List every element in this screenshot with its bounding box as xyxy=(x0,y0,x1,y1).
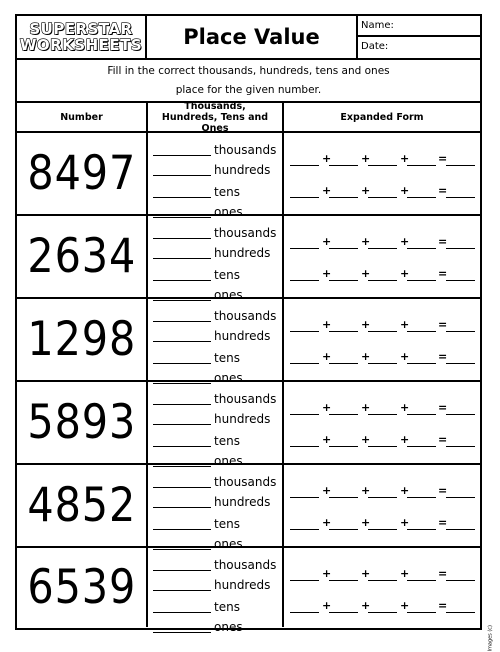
expanded-form-cell xyxy=(284,216,480,297)
answer-blank[interactable] xyxy=(153,631,211,633)
equals-sign: = xyxy=(438,184,448,197)
plus-sign: + xyxy=(361,350,371,363)
answer-blank[interactable] xyxy=(407,331,436,332)
place-value-line xyxy=(153,393,276,405)
problem-row xyxy=(17,465,480,551)
instructions xyxy=(17,60,480,103)
place-value-line xyxy=(153,435,240,447)
plus-sign: + xyxy=(361,152,371,165)
answer-blank[interactable] xyxy=(407,612,436,613)
answer-blank[interactable] xyxy=(446,363,475,364)
place-label: thousands xyxy=(214,392,277,406)
place-label: hundreds xyxy=(214,412,271,426)
answer-blank[interactable] xyxy=(153,611,211,613)
answer-blank[interactable] xyxy=(368,363,397,364)
expanded-form-cell xyxy=(284,382,480,463)
answer-blank[interactable] xyxy=(153,279,211,281)
answer-blank[interactable] xyxy=(329,414,358,415)
place-label: tens xyxy=(214,517,240,531)
place-value-line xyxy=(153,496,270,508)
plus-sign: + xyxy=(361,484,371,497)
problem-row xyxy=(17,548,480,634)
plus-sign: + xyxy=(400,599,410,612)
place-value-line xyxy=(153,247,270,259)
superstar-logo xyxy=(17,16,147,58)
answer-blank[interactable] xyxy=(153,237,211,239)
answer-blank[interactable] xyxy=(153,528,211,530)
place-value-cell xyxy=(148,548,284,634)
date-label: Date: xyxy=(361,41,389,52)
problem-row xyxy=(17,133,480,219)
place-label: ones xyxy=(214,620,243,634)
place-label: ones xyxy=(214,288,243,302)
column-header-expanded-label: Expanded Form xyxy=(340,111,424,123)
plus-sign: + xyxy=(400,516,410,529)
place-value-line xyxy=(153,186,240,198)
plus-sign: + xyxy=(361,567,371,580)
answer-blank[interactable] xyxy=(153,174,211,176)
answer-blank[interactable] xyxy=(329,248,358,249)
plus-sign: + xyxy=(400,235,410,248)
place-value-cell xyxy=(148,216,284,302)
answer-blank[interactable] xyxy=(153,257,211,259)
problem-row xyxy=(17,382,480,468)
place-value-line xyxy=(153,330,270,342)
plus-sign: + xyxy=(400,152,410,165)
place-label: ones xyxy=(214,205,243,219)
answer-blank[interactable] xyxy=(153,154,211,156)
place-label: hundreds xyxy=(214,495,271,509)
expanded-form-cell xyxy=(284,133,480,214)
place-value-line xyxy=(153,601,240,613)
plus-sign: + xyxy=(400,350,410,363)
plus-sign: + xyxy=(322,567,332,580)
place-label: tens xyxy=(214,434,240,448)
expanded-form-line xyxy=(290,597,478,613)
page-title: Place Value xyxy=(147,16,358,58)
answer-blank[interactable] xyxy=(329,446,358,447)
answer-blank[interactable] xyxy=(290,331,319,332)
given-number: 5893 xyxy=(27,395,136,450)
column-header-number xyxy=(17,103,148,133)
number-cell xyxy=(17,465,148,546)
place-label: thousands xyxy=(214,143,277,157)
logo-line-2: WORKSHEETS xyxy=(19,36,143,54)
answer-blank[interactable] xyxy=(446,197,475,198)
answer-blank[interactable] xyxy=(446,529,475,530)
problem-row xyxy=(17,299,480,385)
answer-blank[interactable] xyxy=(446,280,475,281)
answer-blank[interactable] xyxy=(290,197,319,198)
column-header-place-line-1: Thousands, xyxy=(184,100,246,112)
answer-blank[interactable] xyxy=(153,486,211,488)
place-label: tens xyxy=(214,268,240,282)
plus-sign: + xyxy=(322,152,332,165)
place-value-line xyxy=(153,579,270,591)
plus-sign: + xyxy=(400,318,410,331)
place-value-line xyxy=(153,144,276,156)
expanded-form-cell xyxy=(284,299,480,380)
answer-blank[interactable] xyxy=(446,580,475,581)
answer-blank[interactable] xyxy=(368,414,397,415)
answer-blank[interactable] xyxy=(290,414,319,415)
answer-blank[interactable] xyxy=(446,497,475,498)
answer-blank[interactable] xyxy=(368,580,397,581)
equals-sign: = xyxy=(438,235,448,248)
answer-blank[interactable] xyxy=(329,363,358,364)
expanded-form-line xyxy=(290,565,478,581)
logo-line-1: SUPERSTAR xyxy=(29,20,133,38)
answer-blank[interactable] xyxy=(368,165,397,166)
place-value-line xyxy=(153,476,276,488)
expanded-form-cell xyxy=(284,548,480,627)
place-value-line xyxy=(153,164,270,176)
equals-sign: = xyxy=(438,401,448,414)
place-label: hundreds xyxy=(214,578,271,592)
answer-blank[interactable] xyxy=(407,280,436,281)
place-label: tens xyxy=(214,600,240,614)
answer-blank[interactable] xyxy=(368,497,397,498)
number-cell xyxy=(17,133,148,214)
equals-sign: = xyxy=(438,567,448,580)
answer-blank[interactable] xyxy=(446,165,475,166)
expanded-form-line xyxy=(290,265,478,281)
place-label: tens xyxy=(214,185,240,199)
equals-sign: = xyxy=(438,152,448,165)
plus-sign: + xyxy=(322,401,332,414)
answer-blank[interactable] xyxy=(407,414,436,415)
place-label: hundreds xyxy=(214,329,271,343)
plus-sign: + xyxy=(400,484,410,497)
expanded-form-cell xyxy=(284,465,480,546)
column-header-number-label: Number xyxy=(60,111,103,123)
column-header-place-line-2: Hundreds, Tens and Ones xyxy=(161,111,269,134)
name-label: Name: xyxy=(361,20,394,31)
answer-blank[interactable] xyxy=(290,580,319,581)
answer-blank[interactable] xyxy=(407,248,436,249)
answer-blank[interactable] xyxy=(446,612,475,613)
answer-blank[interactable] xyxy=(290,497,319,498)
problem-rows xyxy=(17,133,480,634)
plus-sign: + xyxy=(361,516,371,529)
answer-blank[interactable] xyxy=(329,497,358,498)
plus-sign: + xyxy=(400,401,410,414)
place-value-line xyxy=(153,227,276,239)
answer-blank[interactable] xyxy=(446,248,475,249)
plus-sign: + xyxy=(322,318,332,331)
number-cell xyxy=(17,382,148,463)
expanded-form-line xyxy=(290,348,478,364)
instructions-line-2: place for the given number. xyxy=(175,83,322,96)
place-value-cell xyxy=(148,465,284,551)
answer-blank[interactable] xyxy=(368,612,397,613)
place-value-cell xyxy=(148,382,284,468)
worksheet-frame xyxy=(15,14,482,634)
given-number: 1298 xyxy=(27,312,136,367)
equals-sign: = xyxy=(438,599,448,612)
expanded-form-line xyxy=(290,399,478,415)
plus-sign: + xyxy=(400,184,410,197)
answer-blank[interactable] xyxy=(153,589,211,591)
plus-sign: + xyxy=(322,235,332,248)
column-header-expanded xyxy=(284,103,480,133)
answer-blank[interactable] xyxy=(329,197,358,198)
answer-blank[interactable] xyxy=(407,165,436,166)
answer-blank[interactable] xyxy=(153,423,211,425)
answer-blank[interactable] xyxy=(290,165,319,166)
answer-blank[interactable] xyxy=(153,569,211,571)
plus-sign: + xyxy=(322,350,332,363)
plus-sign: + xyxy=(361,267,371,280)
number-cell xyxy=(17,548,148,627)
answer-blank[interactable] xyxy=(446,446,475,447)
plus-sign: + xyxy=(322,484,332,497)
plus-sign: + xyxy=(322,433,332,446)
place-value-line xyxy=(153,269,240,281)
given-number: 4852 xyxy=(27,478,136,533)
answer-blank[interactable] xyxy=(407,197,436,198)
equals-sign: = xyxy=(438,350,448,363)
answer-blank[interactable] xyxy=(368,331,397,332)
place-label: thousands xyxy=(214,309,277,323)
place-label: thousands xyxy=(214,558,277,572)
place-value-cell xyxy=(148,133,284,219)
answer-blank[interactable] xyxy=(290,612,319,613)
answer-blank[interactable] xyxy=(290,248,319,249)
place-label: ones xyxy=(214,454,243,468)
expanded-form-line xyxy=(290,316,478,332)
given-number: 6539 xyxy=(27,560,136,615)
plus-sign: + xyxy=(361,401,371,414)
place-label: thousands xyxy=(214,226,277,240)
answer-blank[interactable] xyxy=(329,165,358,166)
plus-sign: + xyxy=(400,567,410,580)
expanded-form-line xyxy=(290,514,478,530)
answer-blank[interactable] xyxy=(153,320,211,322)
plus-sign: + xyxy=(361,599,371,612)
answer-blank[interactable] xyxy=(446,331,475,332)
instructions-line-1: Fill in the correct thousands, hundreds, tens and ones xyxy=(107,64,390,77)
answer-blank[interactable] xyxy=(368,280,397,281)
problem-row xyxy=(17,216,480,302)
answer-blank[interactable] xyxy=(329,331,358,332)
place-label: hundreds xyxy=(214,246,271,260)
plus-sign: + xyxy=(322,184,332,197)
expanded-form-line xyxy=(290,150,478,166)
answer-blank[interactable] xyxy=(407,446,436,447)
place-label: tens xyxy=(214,351,240,365)
plus-sign: + xyxy=(322,267,332,280)
date-field[interactable] xyxy=(358,37,480,58)
place-value-line xyxy=(153,621,243,633)
place-label: thousands xyxy=(214,475,277,489)
answer-blank[interactable] xyxy=(290,280,319,281)
answer-blank[interactable] xyxy=(290,363,319,364)
plus-sign: + xyxy=(400,433,410,446)
expanded-form-line xyxy=(290,482,478,498)
equals-sign: = xyxy=(438,484,448,497)
answer-blank[interactable] xyxy=(153,340,211,342)
plus-sign: + xyxy=(361,235,371,248)
answer-blank[interactable] xyxy=(368,446,397,447)
place-value-line xyxy=(153,518,240,530)
plus-sign: + xyxy=(361,318,371,331)
place-value-line xyxy=(153,559,276,571)
given-number: 2634 xyxy=(27,229,136,284)
place-label: ones xyxy=(214,537,243,551)
answer-blank[interactable] xyxy=(153,403,211,405)
place-value-line xyxy=(153,352,240,364)
plus-sign: + xyxy=(322,599,332,612)
number-cell xyxy=(17,216,148,297)
answer-blank[interactable] xyxy=(407,580,436,581)
name-field[interactable] xyxy=(358,16,480,37)
answer-blank[interactable] xyxy=(368,197,397,198)
equals-sign: = xyxy=(438,267,448,280)
answer-blank[interactable] xyxy=(407,529,436,530)
expanded-form-line xyxy=(290,431,478,447)
credit-text: Images (c) xyxy=(488,625,494,652)
answer-blank[interactable] xyxy=(290,446,319,447)
plus-sign: + xyxy=(322,516,332,529)
answer-blank[interactable] xyxy=(329,280,358,281)
answer-blank[interactable] xyxy=(290,529,319,530)
place-label: hundreds xyxy=(214,163,271,177)
plus-sign: + xyxy=(361,184,371,197)
place-label: ones xyxy=(214,371,243,385)
column-header-place-value xyxy=(148,100,284,134)
answer-blank[interactable] xyxy=(407,497,436,498)
answer-blank[interactable] xyxy=(153,362,211,364)
answer-blank[interactable] xyxy=(446,414,475,415)
answer-blank[interactable] xyxy=(329,612,358,613)
answer-blank[interactable] xyxy=(153,196,211,198)
answer-blank[interactable] xyxy=(368,529,397,530)
plus-sign: + xyxy=(361,433,371,446)
answer-blank[interactable] xyxy=(368,248,397,249)
place-value-line xyxy=(153,413,270,425)
answer-blank[interactable] xyxy=(407,363,436,364)
number-cell xyxy=(17,299,148,380)
equals-sign: = xyxy=(438,318,448,331)
given-number: 8497 xyxy=(27,146,136,201)
expanded-form-line xyxy=(290,182,478,198)
equals-sign: = xyxy=(438,516,448,529)
answer-blank[interactable] xyxy=(153,445,211,447)
worksheet-header xyxy=(17,16,480,60)
answer-blank[interactable] xyxy=(153,506,211,508)
answer-blank[interactable] xyxy=(329,580,358,581)
place-value-line xyxy=(153,310,276,322)
answer-blank[interactable] xyxy=(329,529,358,530)
place-value-cell xyxy=(148,299,284,385)
plus-sign: + xyxy=(400,267,410,280)
equals-sign: = xyxy=(438,433,448,446)
expanded-form-line xyxy=(290,233,478,249)
